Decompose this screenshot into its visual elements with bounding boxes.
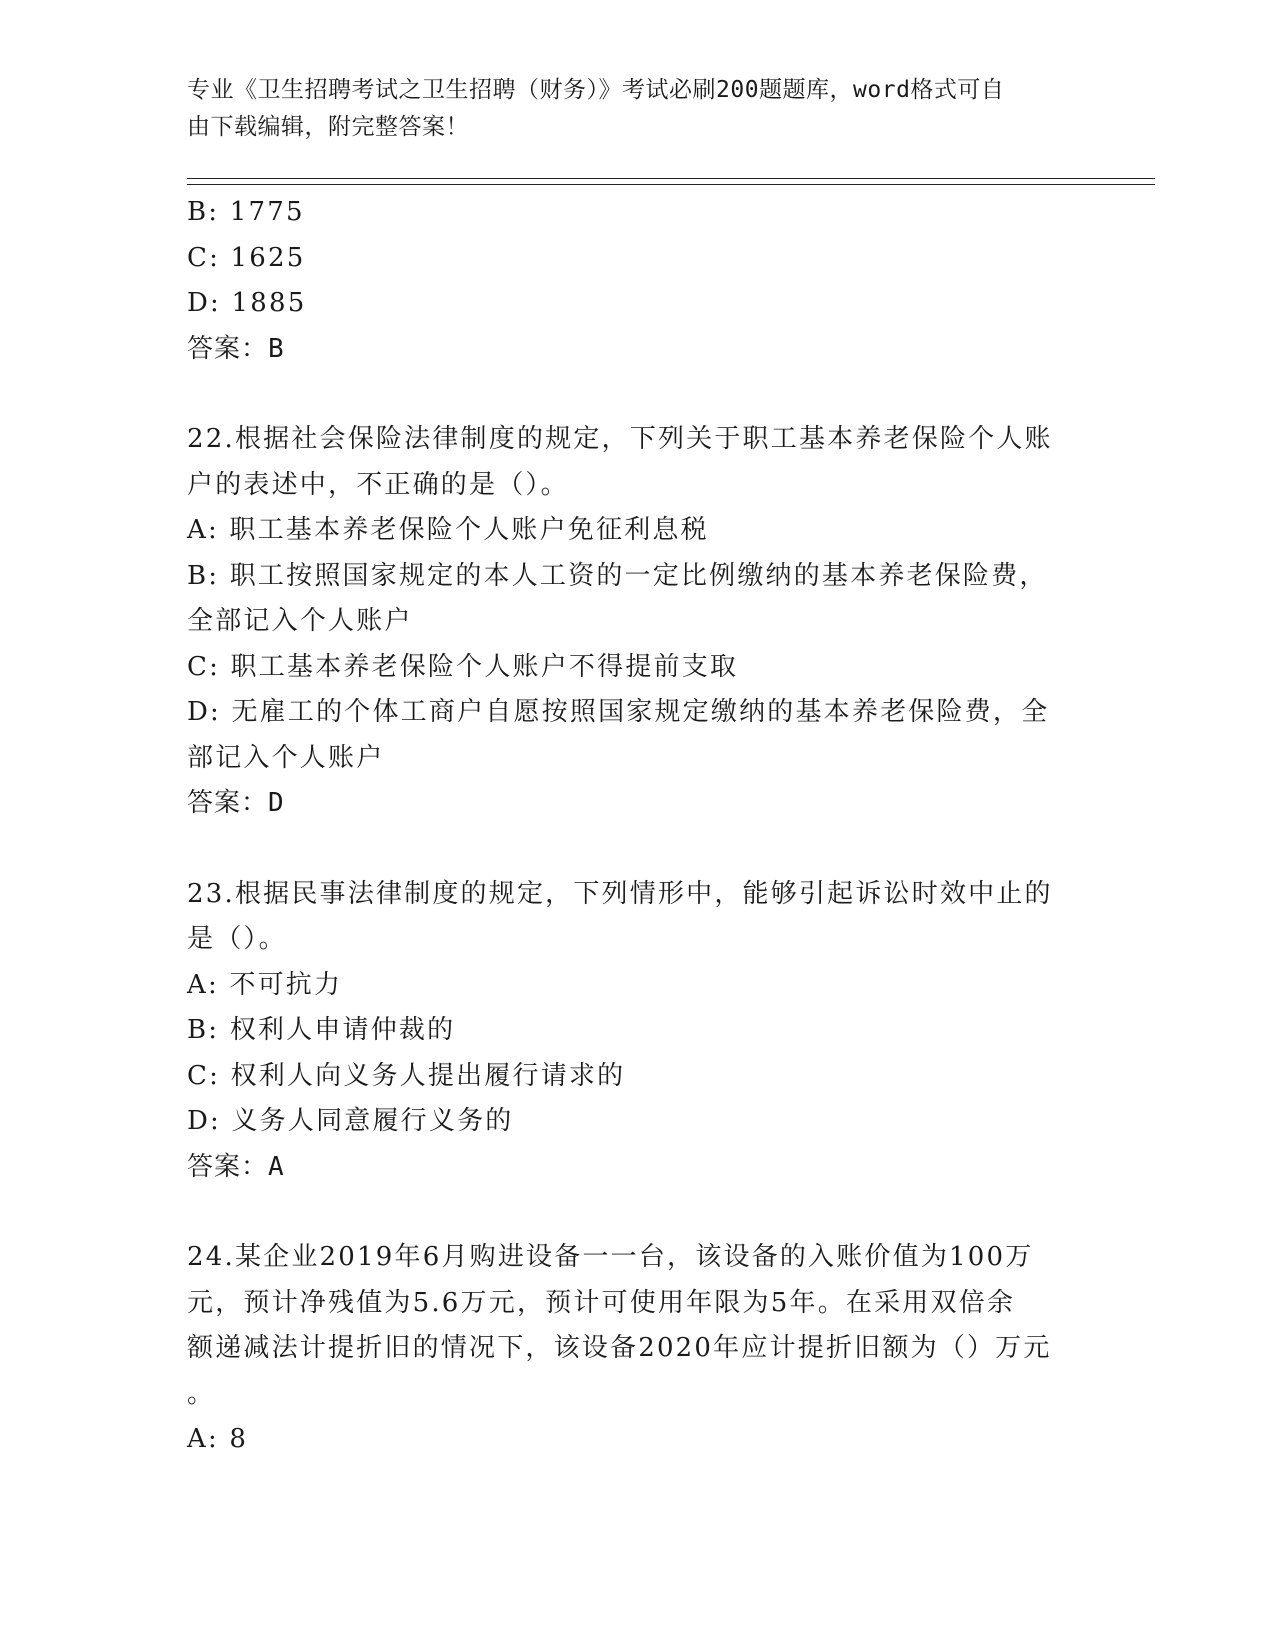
q23-stem-line-1: 23.根据民事法律制度的规定，下列情形中，能够引起诉讼时效中止的 bbox=[187, 878, 1053, 909]
q21-answer: 答案：B bbox=[187, 333, 285, 364]
q24-stem-line-4: 。 bbox=[187, 1378, 216, 1409]
q21-option-d: D: 1885 bbox=[187, 288, 307, 318]
q23-option-c: C: 权利人向义务人提出履行请求的 bbox=[187, 1060, 626, 1091]
q22-option-b-line-1: B: 职工按照国家规定的本人工资的一定比例缴纳的基本养老保险费， bbox=[187, 560, 1048, 591]
q23-option-a: A: 不可抗力 bbox=[187, 969, 343, 1000]
q22-option-d-line-2: 部记入个人账户 bbox=[187, 742, 385, 773]
q24-stem-line-3: 额递减法计提折旧的情况下，该设备2020年应计提折旧额为（）万元 bbox=[187, 1333, 1052, 1363]
q21-option-c: C: 1625 bbox=[187, 242, 306, 273]
q22-option-d-line-1: D: 无雇工的个体工商户自愿按照国家规定缴纳的基本养老保险费，全 bbox=[187, 697, 1050, 727]
spacer bbox=[187, 372, 1087, 417]
q22-stem-line-1: 22.根据社会保险法律制度的规定，下列关于职工基本养老保险个人账 bbox=[187, 424, 1053, 454]
q22-stem-line-2: 户的表述中，不正确的是（）。 bbox=[187, 469, 569, 500]
header-line-2: 由下载编辑，附完整答案！ bbox=[187, 114, 469, 140]
header-line-1: 专业《卫生招聘考试之卫生招聘（财务）》考试必刷200题题库，word格式可自 bbox=[187, 77, 1005, 103]
question-23-block bbox=[187, 872, 1087, 1191]
header-rule-bottom bbox=[187, 184, 1155, 185]
q22-option-b-line-2: 全部记入个人账户 bbox=[187, 606, 413, 636]
q22-option-a: A: 职工基本养老保险个人账户免征利息税 bbox=[187, 515, 709, 545]
q24-option-a: A: 8 bbox=[187, 1424, 249, 1454]
header-rule-top bbox=[187, 178, 1155, 179]
q24-stem-line-2: 元，预计净残值为5.6万元，预计可使用年限为5年。在采用双倍余 bbox=[187, 1287, 1016, 1318]
q23-stem-line-2: 是（）。 bbox=[187, 924, 287, 954]
q23-option-b: B: 权利人申请仲裁的 bbox=[187, 1015, 456, 1045]
question-21-block bbox=[187, 190, 1087, 372]
question-22-block bbox=[187, 417, 1087, 827]
q24-stem-line-1: 24.某企业2019年6月购进设备一一台，该设备的入账价值为100万 bbox=[187, 1242, 1034, 1272]
question-24-block bbox=[187, 1235, 1087, 1463]
q22-option-c: C: 职工基本养老保险个人账户不得提前支取 bbox=[187, 651, 739, 682]
document-header bbox=[187, 72, 1087, 146]
q23-option-d: D: 义务人同意履行义务的 bbox=[187, 1106, 514, 1136]
q23-answer: 答案：A bbox=[187, 1151, 285, 1182]
document-body bbox=[187, 190, 1087, 1463]
spacer bbox=[187, 827, 1087, 872]
q21-option-b: B: 1775 bbox=[187, 197, 305, 227]
q22-answer: 答案：D bbox=[187, 788, 285, 818]
spacer bbox=[187, 1190, 1087, 1235]
